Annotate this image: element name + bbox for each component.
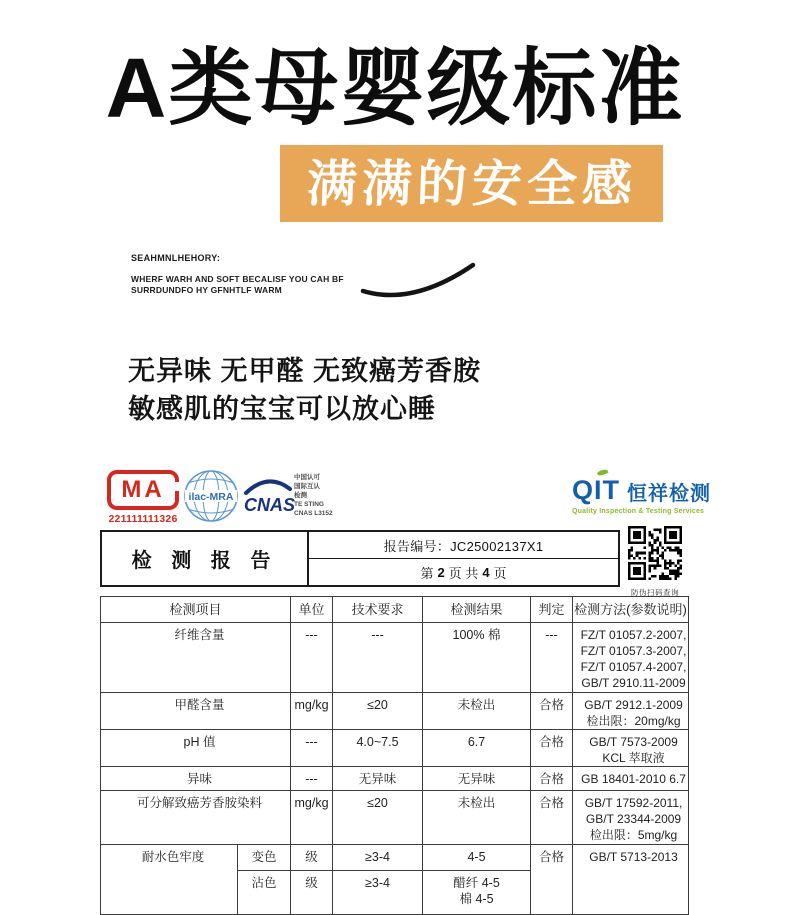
cnas-logo-icon	[243, 477, 296, 522]
test-results-table	[100, 596, 689, 915]
ilac-mra-logo-icon	[183, 469, 239, 528]
accreditation-text: 中国认可 国际互认 检测 TE STING CNAS L3152	[294, 474, 333, 517]
header-result: 检测结果	[423, 597, 531, 623]
table-row-water-fastness-color-change: 沾色 级 ≥3-4 醋纤 4-5 棉 4-5	[101, 871, 689, 915]
table-row-odor: 异味 --- 无异味 无异味 合格 GB 18401-2010 6.7	[101, 767, 689, 791]
qit-lab-logo	[572, 477, 711, 515]
qr-caption: 防伪扫码查询	[631, 588, 679, 597]
selling-point-line-2: 敏感肌的宝宝可以放心睡	[128, 394, 436, 424]
report-title: 检 测 报 告	[102, 532, 309, 585]
svg-text:ilac-MRA: ilac-MRA	[188, 491, 234, 503]
header-verdict: 判定	[531, 597, 573, 623]
page-title: A类母婴级标准	[105, 41, 685, 135]
table-row-fiber: 纤维含量 --- --- 100% 棉 --- FZ/T 01057.2-2007, FZ/T 01057.3-2007, FZ/T 01057.4-2007, GB/T 2910.11-2009	[101, 623, 689, 693]
header-requirement: 技术要求	[333, 597, 423, 623]
qit-logo-text: QIT	[572, 475, 620, 505]
table-row-formaldehyde: 甲醛含量 mg/kg ≤20 未检出 合格 GB/T 2912.1-2009 检出限：20mg/kg	[101, 693, 689, 730]
qr-code-icon	[627, 526, 683, 580]
cma-logo-icon: MA	[107, 470, 179, 510]
header-item: 检测项目	[101, 597, 291, 623]
svg-text:CNAS: CNAS	[244, 495, 296, 515]
note-heading: SEAHMNLHEHORY:	[131, 253, 221, 263]
cma-number: 221111111326	[108, 513, 178, 525]
header-method: 检测方法(参数说明)	[573, 597, 689, 623]
selling-points	[128, 352, 481, 428]
header-unit: 单位	[291, 597, 333, 623]
note-line-2: SURRDUNDFO HY GFNHTLF WARM	[131, 285, 282, 295]
hero-banner	[280, 145, 663, 222]
selling-point-line-1: 无异味 无甲醛 无致癌芳香胺	[128, 356, 482, 386]
cma-certification	[103, 470, 183, 525]
report-page-indicator: 第 2 页 共 4 页	[420, 564, 507, 581]
anti-fake-qr	[622, 526, 688, 598]
qit-tagline: Quality Inspection & Testing Services	[572, 508, 705, 515]
table-row-water-fastness-staining: 耐水色牢度 变色 级 ≥3-4 4-5 合格 GB/T 5713-2013	[101, 845, 689, 871]
qit-lab-name: 恒祥检测	[627, 483, 711, 505]
note-line-1: WHERF WARH AND SOFT BECALISF YOU CAH BF	[131, 274, 344, 284]
report-number: 报告编号：JC25002137X1	[309, 532, 618, 559]
hero-banner-text: 满满的安全感	[305, 155, 638, 212]
decorative-note	[131, 253, 361, 296]
table-header-row	[101, 597, 689, 623]
table-row-ph: pH 值 --- 4.0~7.5 6.7 合格 GB/T 7573-2009 KCL 萃取液	[101, 730, 689, 767]
report-header-box	[100, 530, 620, 587]
smile-curve-icon	[358, 258, 480, 306]
table-row-amines: 可分解致癌芳香胺染料 mg/kg ≤20 未检出 合格 GB/T 17592-2011, GB/T 23344-2009 检出限：5mg/kg	[101, 791, 689, 845]
